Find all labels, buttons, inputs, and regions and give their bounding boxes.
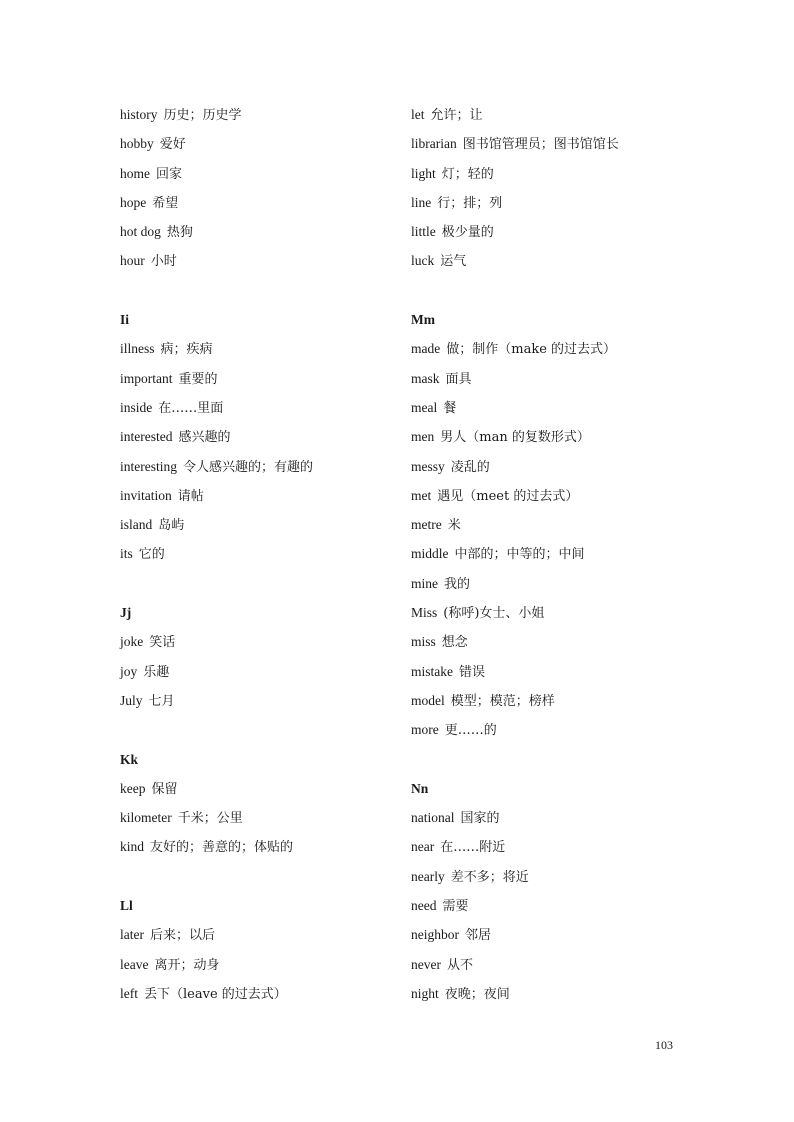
vocab-meaning: 病；疾病	[160, 342, 213, 358]
vocab-entry	[411, 862, 711, 891]
vocab-word: mistake	[411, 663, 453, 679]
vocab-meaning: 令人感兴趣的；有趣的	[183, 459, 314, 475]
vocab-word: nearly	[411, 868, 445, 884]
section-heading	[411, 774, 711, 803]
vocab-entry	[411, 891, 711, 920]
vocab-meaning: 从不	[446, 957, 473, 973]
vocab-word: messy	[411, 458, 445, 474]
vocab-meaning: 遇见（meet 的过去式）	[437, 488, 579, 504]
vocab-entry	[120, 129, 390, 158]
vocab-meaning: 极少量的	[441, 225, 494, 241]
vocab-meaning: 后来；以后	[149, 928, 215, 944]
left-column	[120, 100, 390, 1008]
vocab-word: later	[120, 927, 144, 943]
vocab-meaning: 行；排；列	[437, 195, 503, 211]
vocab-meaning: 爱好	[159, 137, 186, 153]
vocab-word: joke	[120, 634, 144, 650]
vocab-entry	[120, 950, 390, 979]
vocab-entry	[120, 774, 390, 803]
vocab-entry	[411, 920, 711, 949]
vocab-entry	[411, 188, 711, 217]
vocab-word: its	[120, 546, 133, 562]
vocab-entry	[411, 100, 711, 129]
vocab-word: important	[120, 370, 173, 386]
vocab-word: mask	[411, 370, 440, 386]
vocab-word: hot dog	[120, 224, 161, 240]
vocab-meaning: 七月	[148, 693, 175, 709]
vocab-entry	[120, 979, 390, 1008]
vocab-word: men	[411, 429, 435, 445]
vocab-meaning: 它的	[138, 547, 165, 563]
vocab-entry	[120, 364, 390, 393]
vocab-word: model	[411, 692, 445, 708]
vocab-entry	[120, 393, 390, 422]
vocab-meaning: 保留	[151, 781, 178, 797]
vocab-word: miss	[411, 634, 436, 650]
vocab-word: met	[411, 487, 432, 503]
vocab-word: mine	[411, 575, 438, 591]
vocab-meaning: 错误	[459, 664, 486, 680]
vocab-meaning: 国家的	[460, 811, 500, 827]
vocab-entry	[120, 188, 390, 217]
vocab-meaning: 千米；公里	[177, 811, 243, 827]
vocab-word: Miss	[411, 605, 438, 621]
vocab-entry	[120, 657, 390, 686]
vocab-meaning: 重要的	[178, 371, 218, 387]
vocab-meaning: 在……附近	[440, 840, 506, 856]
vocab-word: little	[411, 224, 436, 240]
vocab-word: island	[120, 517, 153, 533]
vocab-entry	[411, 422, 711, 451]
spacer	[411, 276, 711, 305]
vocab-meaning: 岛屿	[158, 518, 185, 534]
vocab-meaning: 小时	[150, 254, 177, 270]
vocab-entry	[120, 100, 390, 129]
vocab-entry	[120, 510, 390, 539]
spacer	[120, 715, 390, 744]
vocab-entry	[411, 217, 711, 246]
vocab-entry	[411, 364, 711, 393]
vocab-entry	[411, 246, 711, 275]
vocab-entry	[411, 452, 711, 481]
vocab-entry	[411, 686, 711, 715]
vocab-entry	[120, 627, 390, 656]
vocab-entry	[411, 657, 711, 686]
vocab-word: night	[411, 985, 439, 1001]
vocab-meaning: 乐趣	[143, 664, 170, 680]
vocab-entry	[411, 598, 711, 627]
vocab-entry	[411, 569, 711, 598]
vocab-entry	[120, 334, 390, 363]
right-column	[411, 100, 711, 1008]
vocab-entry	[411, 832, 711, 861]
vocab-word: national	[411, 810, 455, 826]
vocab-meaning: 差不多；将近	[450, 869, 529, 885]
vocab-entry	[120, 481, 390, 510]
vocab-entry	[120, 686, 390, 715]
vocab-meaning: 做；制作（make 的过去式）	[446, 342, 617, 358]
vocab-word: need	[411, 898, 437, 914]
vocab-entry	[411, 627, 711, 656]
vocab-meaning: 需要	[442, 899, 469, 915]
section-heading	[411, 305, 711, 334]
vocab-meaning: (称呼)女士、小姐	[443, 606, 545, 622]
vocab-word: leave	[120, 956, 149, 972]
vocab-word: kilometer	[120, 810, 172, 826]
spacer	[120, 276, 390, 305]
vocab-word: kind	[120, 839, 145, 855]
page-number: 103	[655, 1038, 673, 1052]
vocab-meaning: 离开；动身	[154, 957, 220, 973]
vocab-word: hour	[120, 253, 145, 269]
vocab-meaning: 灯；轻的	[441, 166, 494, 182]
vocab-word: hobby	[120, 136, 154, 152]
vocab-word: never	[411, 956, 441, 972]
vocab-entry	[411, 539, 711, 568]
vocab-entry	[411, 803, 711, 832]
vocab-meaning: 夜晚；夜间	[444, 986, 510, 1002]
vocab-meaning: 运气	[440, 254, 467, 270]
vocab-entry	[411, 334, 711, 363]
vocab-entry	[411, 510, 711, 539]
vocab-word: metre	[411, 517, 442, 533]
section-letter: Kk	[120, 751, 139, 767]
vocab-meaning: 邻居	[465, 928, 492, 944]
vocab-meaning: 图书馆管理员；图书馆馆长	[462, 137, 619, 153]
vocab-word: librarian	[411, 136, 457, 152]
vocab-meaning: 米	[447, 518, 461, 534]
vocab-word: joy	[120, 663, 138, 679]
vocab-word: made	[411, 341, 441, 357]
vocab-word: line	[411, 194, 432, 210]
vocab-word: left	[120, 985, 138, 1001]
vocab-meaning: 请帖	[177, 488, 204, 504]
vocab-entry	[120, 920, 390, 949]
vocab-meaning: 想念	[441, 635, 468, 651]
section-letter: Ll	[120, 898, 133, 914]
vocab-word: more	[411, 722, 439, 738]
vocab-meaning: 回家	[156, 166, 183, 182]
vocab-entry	[120, 217, 390, 246]
spacer	[411, 745, 711, 774]
section-letter: Mm	[411, 312, 435, 328]
vocab-entry	[411, 950, 711, 979]
vocab-word: let	[411, 107, 425, 122]
vocab-meaning: 友好的；善意的；体贴的	[150, 840, 294, 856]
vocab-meaning: 丢下（leave 的过去式）	[144, 986, 287, 1002]
spacer	[120, 569, 390, 598]
vocab-entry	[411, 715, 711, 744]
vocab-word: home	[120, 165, 150, 181]
vocab-word: history	[120, 107, 158, 122]
vocab-entry	[411, 393, 711, 422]
vocab-meaning: 在……里面	[158, 400, 224, 416]
vocab-word: keep	[120, 780, 146, 796]
vocab-entry	[120, 452, 390, 481]
vocab-entry	[411, 979, 711, 1008]
vocab-meaning: 我的	[444, 576, 471, 592]
vocab-meaning: 男人（man 的复数形式）	[440, 430, 590, 446]
vocab-word: luck	[411, 253, 435, 269]
vocab-word: invitation	[120, 487, 172, 503]
vocab-word: inside	[120, 399, 153, 415]
vocab-entry	[120, 803, 390, 832]
vocab-meaning: 餐	[443, 400, 457, 416]
section-heading	[120, 305, 390, 334]
vocab-entry	[411, 481, 711, 510]
vocab-word: hope	[120, 194, 147, 210]
vocab-entry	[120, 832, 390, 861]
vocab-word: middle	[411, 546, 449, 562]
section-heading	[120, 745, 390, 774]
vocab-entry	[120, 246, 390, 275]
vocab-word: July	[120, 692, 143, 708]
vocab-meaning: 允许；让	[430, 108, 483, 123]
vocab-word: neighbor	[411, 927, 459, 943]
vocab-meaning: 面具	[445, 371, 472, 387]
vocab-word: light	[411, 165, 436, 181]
vocab-meaning: 模型；模范；榜样	[450, 693, 555, 709]
vocab-entry	[411, 159, 711, 188]
vocab-word: interesting	[120, 458, 177, 474]
vocab-meaning: 中部的；中等的；中间	[454, 547, 585, 563]
vocab-meaning: 更……的	[444, 723, 497, 739]
vocab-meaning: 感兴趣的	[178, 430, 231, 446]
vocab-meaning: 希望	[152, 195, 179, 211]
section-letter: Nn	[411, 780, 429, 796]
vocab-entry	[120, 422, 390, 451]
section-heading	[120, 598, 390, 627]
vocab-meaning: 笑话	[149, 635, 176, 651]
vocab-word: interested	[120, 429, 173, 445]
vocab-entry	[120, 539, 390, 568]
vocab-word: near	[411, 839, 435, 855]
vocab-entry	[120, 159, 390, 188]
vocab-word: meal	[411, 399, 438, 415]
vocab-meaning: 热狗	[166, 225, 193, 241]
vocab-meaning: 历史；历史学	[163, 108, 242, 123]
section-letter: Ii	[120, 312, 130, 328]
vocab-meaning: 凌乱的	[450, 459, 490, 475]
section-letter: Jj	[120, 605, 132, 621]
vocab-word: illness	[120, 341, 155, 357]
section-heading	[120, 891, 390, 920]
vocab-entry	[411, 129, 711, 158]
spacer	[120, 862, 390, 891]
